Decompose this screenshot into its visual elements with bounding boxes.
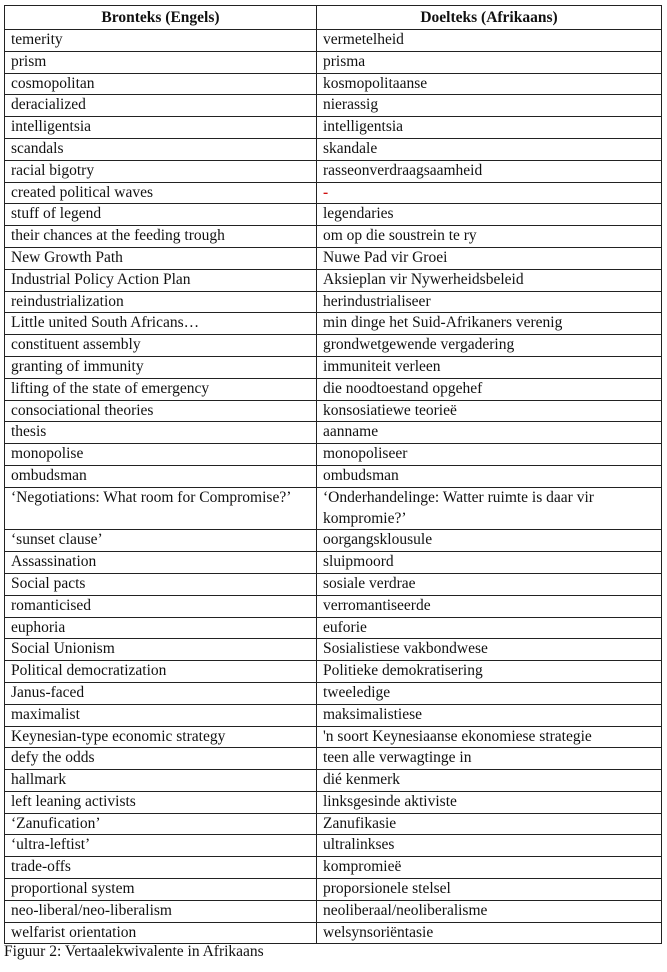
source-term-cell: ‘sunset clause’ (5, 530, 317, 552)
source-term-cell: welfarist orientation (5, 922, 317, 944)
source-term-cell: Industrial Policy Action Plan (5, 269, 317, 291)
table-row (5, 900, 662, 922)
target-term-cell: sosiale verdrae (317, 573, 662, 595)
table-row (5, 226, 662, 248)
header-target-text: Doelteks (Afrikaans) (317, 6, 662, 30)
target-term-cell: legendaries (317, 204, 662, 226)
target-term-cell: rasseonverdraagsaamheid (317, 160, 662, 182)
table-row (5, 160, 662, 182)
target-term-cell: sluipmoord (317, 552, 662, 574)
table-row (5, 791, 662, 813)
table-row (5, 682, 662, 704)
target-term-cell: neoliberaal/neoliberalisme (317, 900, 662, 922)
source-term-cell: created political waves (5, 182, 317, 204)
source-term-cell: Social Unionism (5, 639, 317, 661)
target-term-cell: aanname (317, 422, 662, 444)
source-term-cell: scandals (5, 138, 317, 160)
source-term-cell: maximalist (5, 704, 317, 726)
target-term-cell: ultralinkses (317, 835, 662, 857)
target-term-cell: dié kenmerk (317, 770, 662, 792)
table-row (5, 73, 662, 95)
table-row (5, 813, 662, 835)
table-row (5, 487, 662, 530)
table-row (5, 313, 662, 335)
table-row (5, 335, 662, 357)
target-term-cell: ombudsman (317, 465, 662, 487)
source-term-cell: ‘Negotiations: What room for Compromise?’ (5, 487, 317, 530)
target-term-cell: die noodtoestand opgehef (317, 378, 662, 400)
table-row (5, 595, 662, 617)
target-term-cell: maksimalistiese (317, 704, 662, 726)
target-term-cell: euforie (317, 617, 662, 639)
source-term-cell: Social pacts (5, 573, 317, 595)
target-term-cell: 'n soort Keynesiaanse ekonomiese strategie (317, 726, 662, 748)
source-term-cell: New Growth Path (5, 247, 317, 269)
table-row (5, 204, 662, 226)
header-source-text: Bronteks (Engels) (5, 6, 317, 30)
table-row (5, 95, 662, 117)
table-row (5, 922, 662, 944)
source-term-cell: consociational theories (5, 400, 317, 422)
table-row (5, 726, 662, 748)
target-term-cell: Sosialistiese vakbondwese (317, 639, 662, 661)
target-term-cell: konsosiatiewe teorieë (317, 400, 662, 422)
table-row (5, 704, 662, 726)
target-term-cell: kosmopolitaanse (317, 73, 662, 95)
target-term-cell: verromantiseerde (317, 595, 662, 617)
target-term-cell: Nuwe Pad vir Groei (317, 247, 662, 269)
table-row (5, 51, 662, 73)
source-term-cell: intelligentsia (5, 117, 317, 139)
source-term-cell: romanticised (5, 595, 317, 617)
target-term-cell: tweeledige (317, 682, 662, 704)
source-term-cell: deracialized (5, 95, 317, 117)
table-row (5, 857, 662, 879)
table-row (5, 530, 662, 552)
target-term-cell: skandale (317, 138, 662, 160)
source-term-cell: ‘Zanufication’ (5, 813, 317, 835)
table-row (5, 573, 662, 595)
table-row (5, 639, 662, 661)
table-row (5, 617, 662, 639)
target-term-cell: nierassig (317, 95, 662, 117)
table-row (5, 422, 662, 444)
source-term-cell: Little united South Africans… (5, 313, 317, 335)
table-body (5, 30, 662, 944)
table-row (5, 291, 662, 313)
source-term-cell: trade-offs (5, 857, 317, 879)
source-term-cell: proportional system (5, 879, 317, 901)
table-row (5, 378, 662, 400)
source-term-cell: constituent assembly (5, 335, 317, 357)
source-term-cell: their chances at the feeding trough (5, 226, 317, 248)
target-term-cell: herindustrialiseer (317, 291, 662, 313)
target-term-cell: ‘Onderhandelinge: Watter ruimte is daar vir kompromie?’ (317, 487, 662, 530)
target-term-cell: Politieke demokratisering (317, 661, 662, 683)
target-term-cell: om op die soustrein te ry (317, 226, 662, 248)
table-row (5, 182, 662, 204)
source-term-cell: reindustrialization (5, 291, 317, 313)
figure-caption: Figuur 2: Vertaalekwivalente in Afrikaans (4, 943, 264, 960)
source-term-cell: ‘ultra-leftist’ (5, 835, 317, 857)
source-term-cell: defy the odds (5, 748, 317, 770)
target-term-cell: kompromieë (317, 857, 662, 879)
source-term-cell: Keynesian-type economic strategy (5, 726, 317, 748)
source-term-cell: Assassination (5, 552, 317, 574)
target-term-cell: teen alle verwagtinge in (317, 748, 662, 770)
table-row (5, 748, 662, 770)
source-term-cell: lifting of the state of emergency (5, 378, 317, 400)
target-term-cell: vermetelheid (317, 30, 662, 52)
translation-table (4, 5, 662, 944)
source-term-cell: temerity (5, 30, 317, 52)
table-row (5, 400, 662, 422)
table-row (5, 269, 662, 291)
target-term-cell: - (317, 182, 662, 204)
table-row (5, 552, 662, 574)
source-term-cell: cosmopolitan (5, 73, 317, 95)
target-term-cell: welsynsoriëntasie (317, 922, 662, 944)
table-row (5, 835, 662, 857)
table-row (5, 879, 662, 901)
source-term-cell: euphoria (5, 617, 317, 639)
target-term-cell: grondwetgewende vergadering (317, 335, 662, 357)
source-term-cell: ombudsman (5, 465, 317, 487)
target-term-cell: prisma (317, 51, 662, 73)
target-term-cell: Aksieplan vir Nywerheidsbeleid (317, 269, 662, 291)
table-row (5, 117, 662, 139)
table-row (5, 138, 662, 160)
table-row (5, 247, 662, 269)
target-term-cell: proporsionele stelsel (317, 879, 662, 901)
table-row (5, 770, 662, 792)
source-term-cell: neo-liberal/neo-liberalism (5, 900, 317, 922)
table-row (5, 661, 662, 683)
table-row (5, 356, 662, 378)
target-term-cell: min dinge het Suid-Afrikaners verenig (317, 313, 662, 335)
table-row (5, 465, 662, 487)
target-term-cell: oorgangsklousule (317, 530, 662, 552)
table-header-row (5, 6, 662, 30)
source-term-cell: prism (5, 51, 317, 73)
source-term-cell: left leaning activists (5, 791, 317, 813)
source-term-cell: hallmark (5, 770, 317, 792)
table-row (5, 30, 662, 52)
target-term-cell: Zanufikasie (317, 813, 662, 835)
target-term-cell: intelligentsia (317, 117, 662, 139)
source-term-cell: Political democratization (5, 661, 317, 683)
target-term-cell: monopoliseer (317, 444, 662, 466)
target-term-cell: linksgesinde aktiviste (317, 791, 662, 813)
source-term-cell: Janus-faced (5, 682, 317, 704)
source-term-cell: stuff of legend (5, 204, 317, 226)
source-term-cell: racial bigotry (5, 160, 317, 182)
target-term-cell: immuniteit verleen (317, 356, 662, 378)
table-row (5, 444, 662, 466)
source-term-cell: monopolise (5, 444, 317, 466)
source-term-cell: granting of immunity (5, 356, 317, 378)
source-term-cell: thesis (5, 422, 317, 444)
